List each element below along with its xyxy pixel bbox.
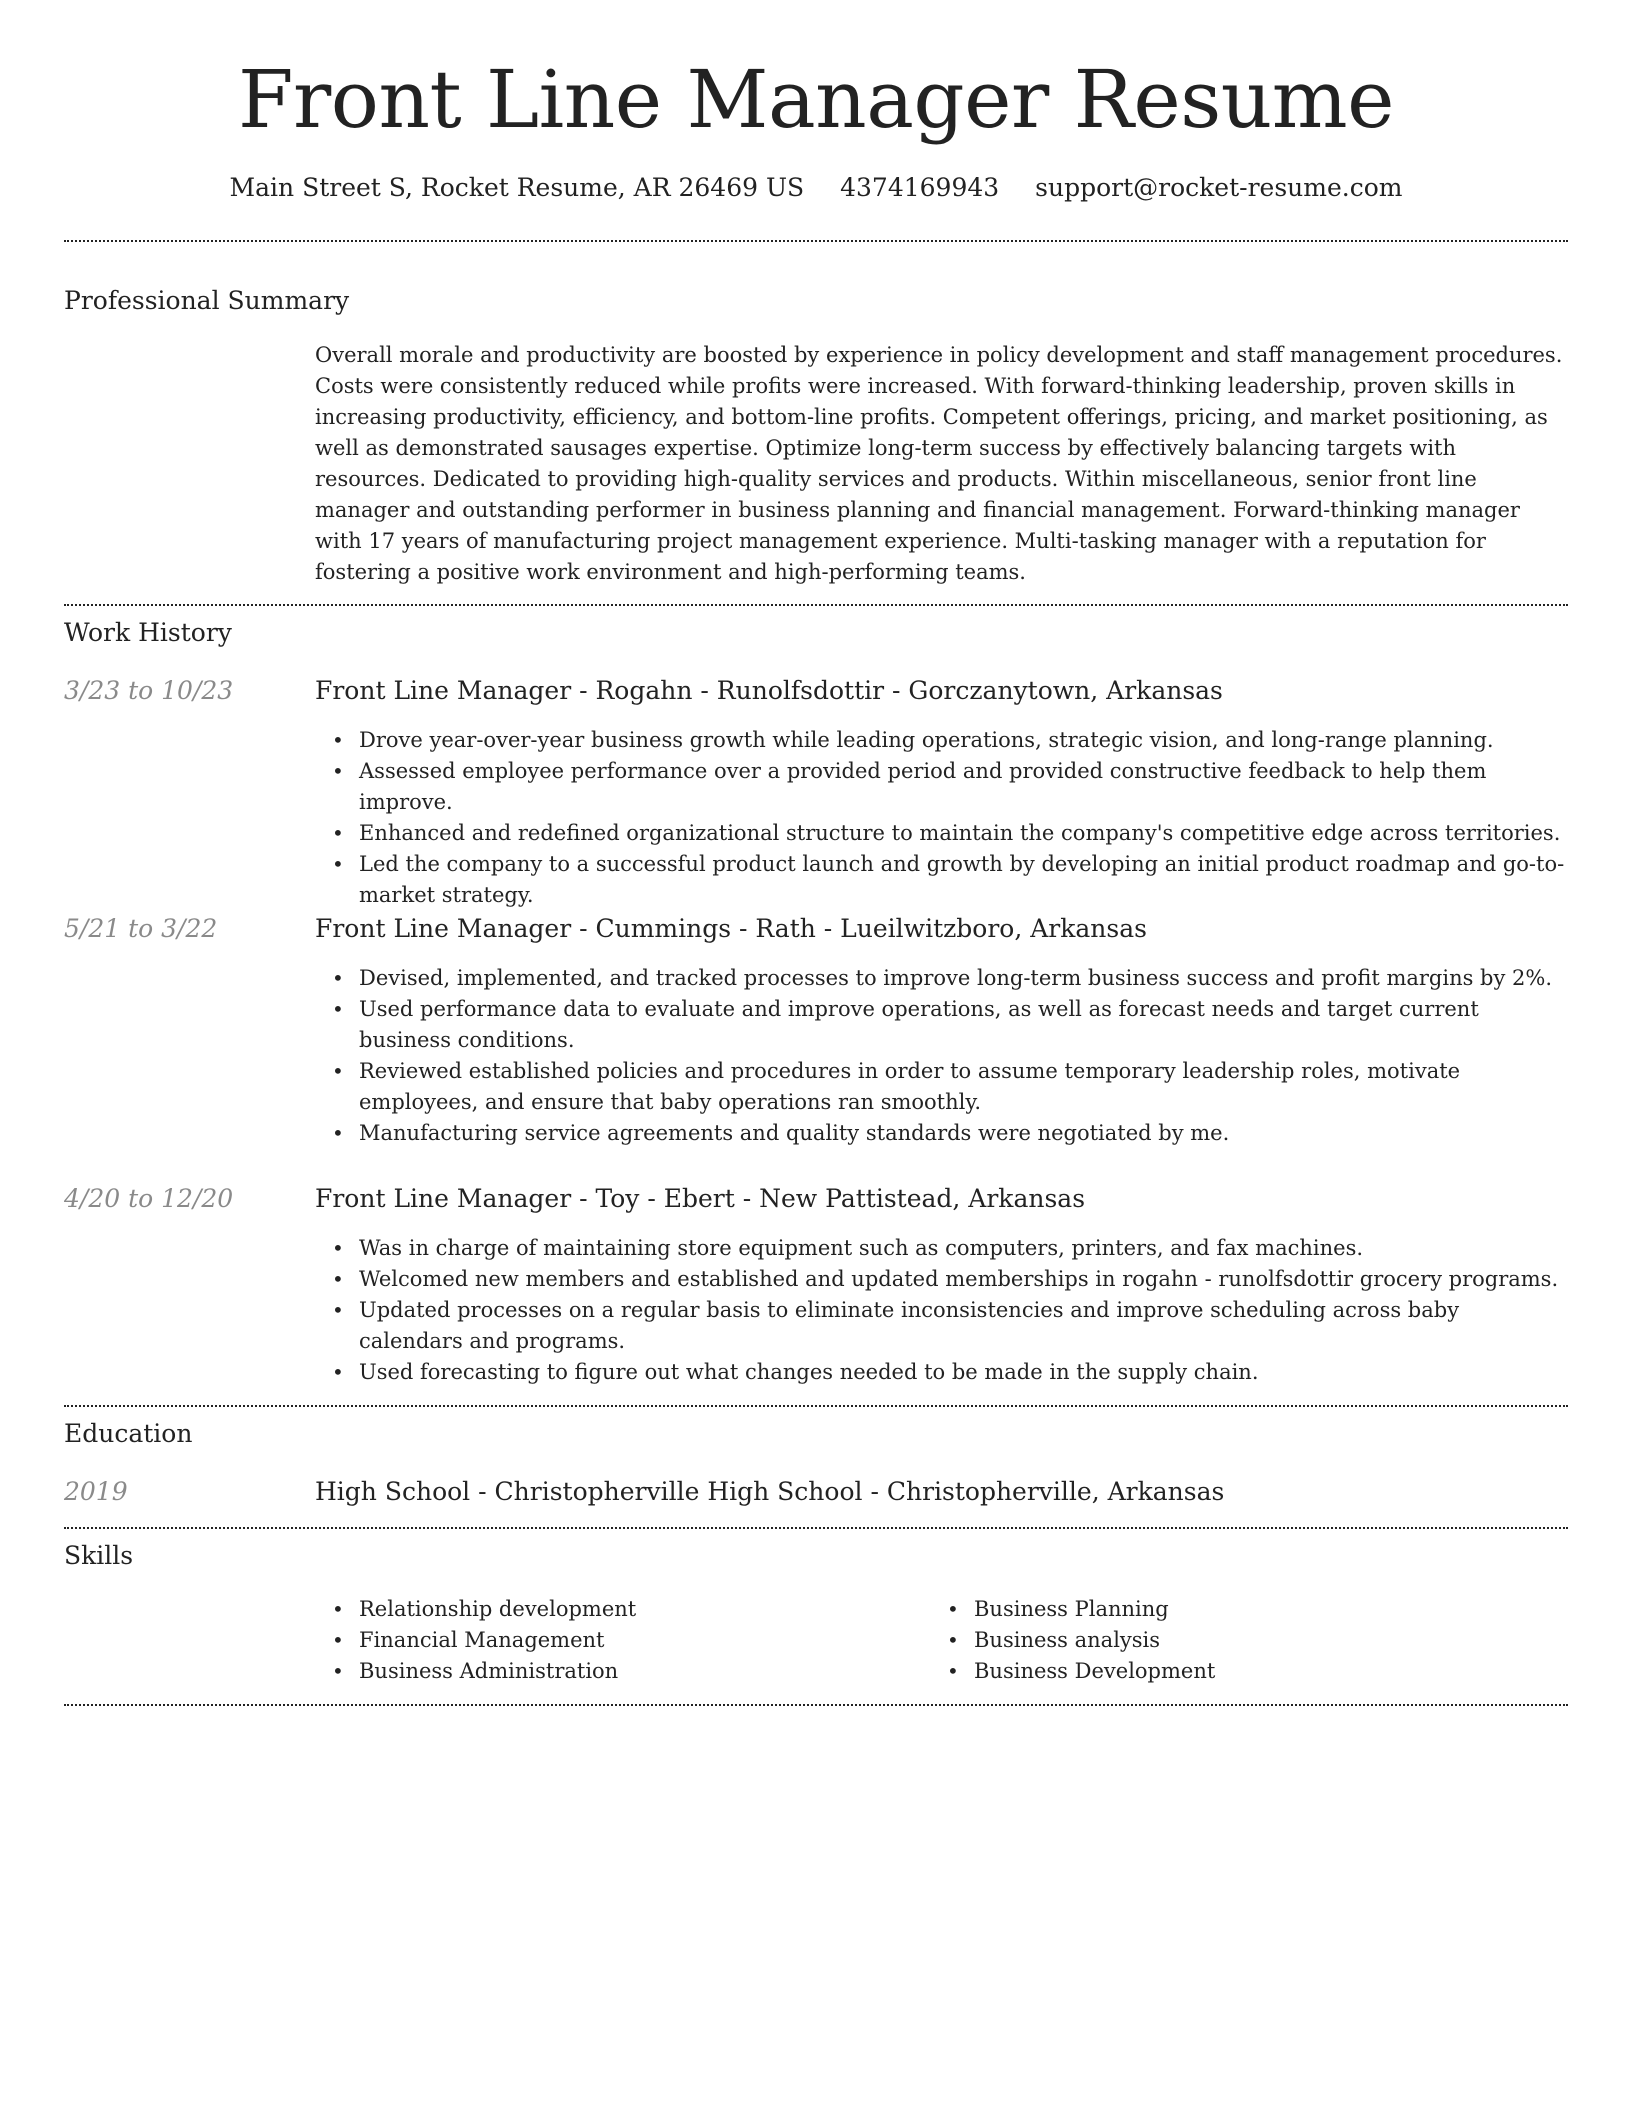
work-history-heading: Work History: [64, 618, 232, 647]
section-divider: [64, 1704, 1568, 1706]
skills-heading: Skills: [64, 1541, 134, 1570]
job-title: Front Line Manager - Toy - Ebert - New Pattistead, Arkansas: [315, 1184, 1086, 1213]
education-entry: High School - Christopherville High School - Christopherville, Arkansas: [315, 1477, 1225, 1506]
list-item: • Was in charge of maintaining store equipment such as computers, printers, and fax machines.: [315, 1233, 1568, 1264]
list-item: • Business Development: [930, 1656, 1530, 1687]
list-item: • Devised, implemented, and tracked processes to improve long-term business success and profit margins by 2%.: [315, 963, 1568, 994]
section-divider: [64, 240, 1568, 242]
contact-address: Main Street S, Rocket Resume, AR 26469 US: [229, 173, 805, 202]
education-heading: Education: [64, 1419, 193, 1448]
list-item: • Manufacturing service agreements and quality standards were negotiated by me.: [315, 1118, 1568, 1149]
list-item: • Used performance data to evaluate and improve operations, as well as forecast needs and target current business conditions.: [315, 994, 1568, 1056]
list-item: • Enhanced and redefined organizational structure to maintain the company's competitive edge across territories.: [315, 818, 1568, 849]
job-dates: 5/21 to 3/22: [64, 914, 218, 943]
job-bullet-list: [315, 1233, 1568, 1388]
section-divider: [64, 1405, 1568, 1407]
contact-line: [64, 170, 1568, 206]
list-item: • Business Planning: [930, 1594, 1530, 1625]
list-item: • Updated processes on a regular basis to eliminate inconsistencies and improve scheduling across baby calendars and programs.: [315, 1295, 1568, 1357]
summary-heading: Professional Summary: [64, 286, 350, 315]
contact-phone: 4374169943: [840, 173, 1000, 202]
list-item: • Drove year-over-year business growth while leading operations, strategic vision, and long-range planning.: [315, 725, 1568, 756]
list-item: • Assessed employee performance over a provided period and provided constructive feedback to help them improve.: [315, 756, 1568, 818]
education-date: 2019: [64, 1477, 128, 1506]
skills-list-right: [930, 1594, 1530, 1687]
list-item: • Financial Management: [315, 1625, 915, 1656]
section-divider: [64, 604, 1568, 606]
contact-email: support@rocket-resume.com: [1035, 173, 1403, 202]
resume-page: [64, 0, 1568, 2112]
list-item: • Reviewed established policies and procedures in order to assume temporary leadership roles, motivate employees, and ensure that baby operations ran smoothly.: [315, 1056, 1568, 1118]
list-item: • Welcomed new members and established and updated memberships in rogahn - runolfsdottir grocery programs.: [315, 1264, 1568, 1295]
job-dates: 3/23 to 10/23: [64, 676, 234, 705]
resume-title: Front Line Manager Resume: [238, 53, 1394, 146]
summary-text: Overall morale and productivity are boosted by experience in policy development and staff management procedures. Costs were consistently reduced while profits were increased. With forward-thinking leadership, proven skills in increasing productivity, efficiency, and bottom-line profits. Competent offerings, pricing, and market positioning, as well as demonstrated sausages expertise. Optimize long-term success by effectively balancing targets with resources. Dedicated to providing high-quality services and products. Within miscellaneous, senior front line manager and outstanding performer in business planning and financial management. Forward-thinking manager with 17 years of manufacturing project management experience. Multi-tasking manager with a reputation for fostering a positive work environment and high-performing teams.: [315, 343, 1563, 584]
job-title: Front Line Manager - Rogahn - Runolfsdottir - Gorczanytown, Arkansas: [315, 676, 1223, 705]
list-item: • Led the company to a successful product launch and growth by developing an initial product roadmap and go-to-market strategy.: [315, 849, 1568, 911]
list-item: • Business Administration: [315, 1656, 915, 1687]
skills-list-left: [315, 1594, 915, 1687]
section-divider: [64, 1527, 1568, 1529]
list-item: • Business analysis: [930, 1625, 1530, 1656]
job-dates: 4/20 to 12/20: [64, 1184, 234, 1213]
job-title: Front Line Manager - Cummings - Rath - Lueilwitzboro, Arkansas: [315, 914, 1147, 943]
list-item: • Used forecasting to figure out what changes needed to be made in the supply chain.: [315, 1357, 1568, 1388]
job-bullet-list: [315, 725, 1568, 911]
job-bullet-list: [315, 963, 1568, 1149]
list-item: • Relationship development: [315, 1594, 915, 1625]
